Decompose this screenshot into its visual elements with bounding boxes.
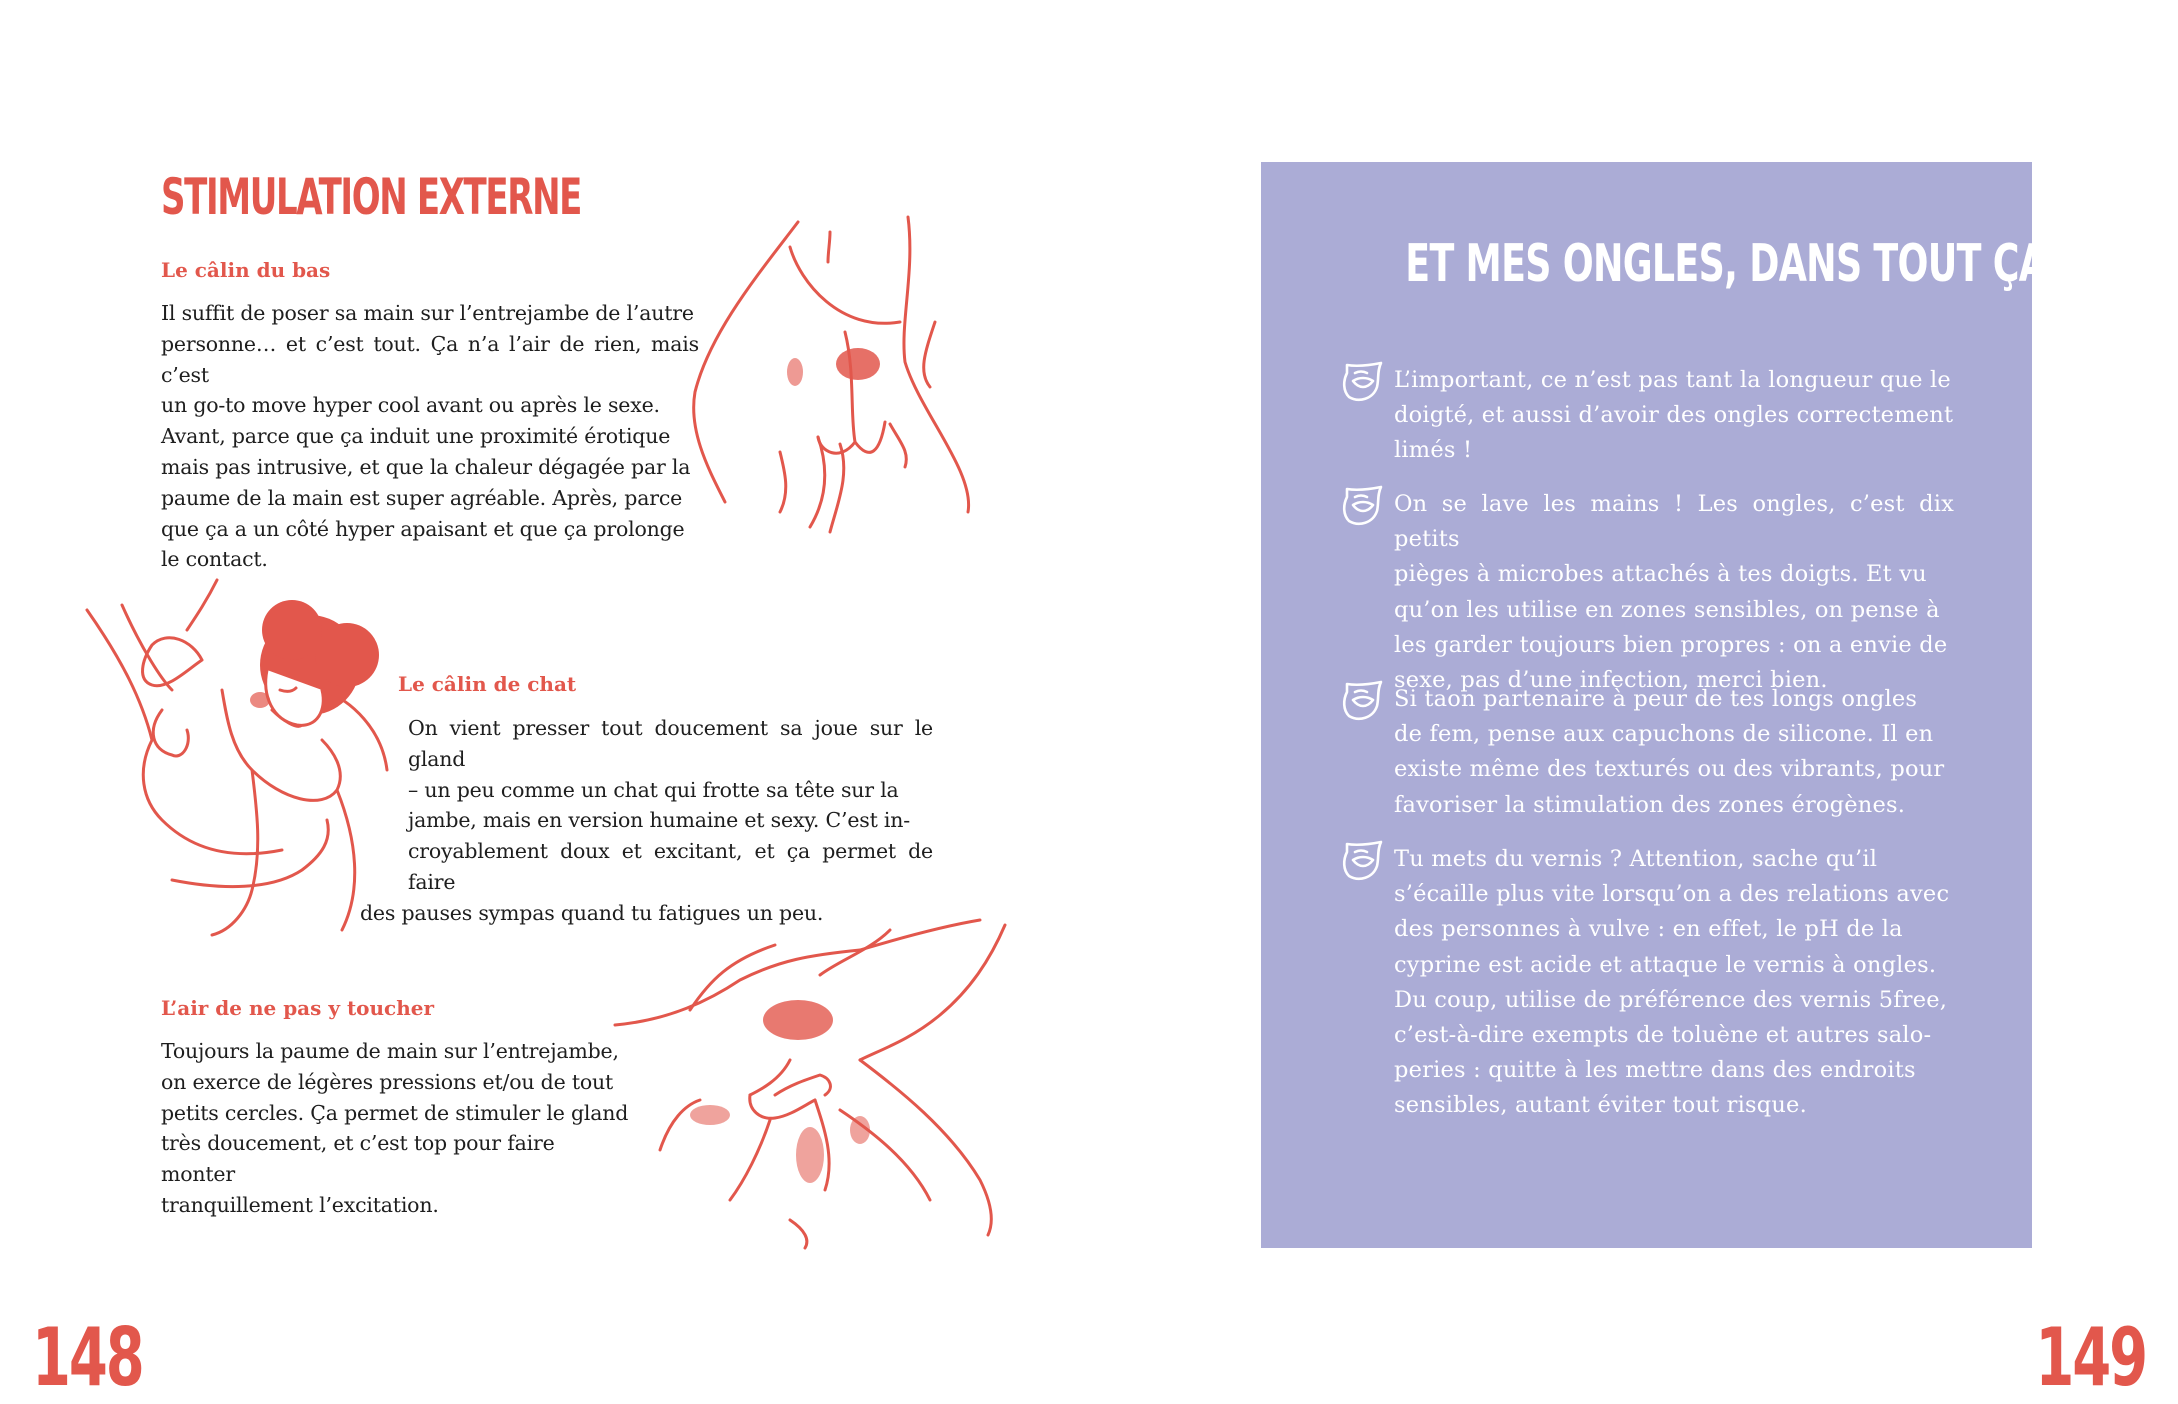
text-line: Avant, parce que ça induit une proximité érotique [161, 424, 671, 449]
text-line: L’important, ce n’est pas tant la longueur que le [1394, 367, 1951, 393]
text-line: sensibles, autant éviter tout risque. [1394, 1092, 1807, 1119]
text-line: tranquillement l’excitation. [161, 1192, 439, 1217]
section-text-air-de-ne-pas-y-toucher [161, 1036, 631, 1221]
text-line: On se lave les mains ! Les ongles, c’est dix petits [1394, 491, 1954, 553]
section-heading-calin-du-bas: Le câlin du bas [161, 258, 331, 282]
text-line: on exerce de légères pressions et/ou de tout [161, 1069, 614, 1094]
text-line: pièges à microbes attachés à tes doigts. Et vu [1394, 561, 1927, 588]
lips-mouth-icon [1341, 485, 1383, 529]
info-box-title-text: ET MES ONGLES, DANS TOUT ÇA ? [1405, 234, 2079, 294]
text-line: mais pas intrusive, et que la chaleur dégagée par la [161, 454, 691, 479]
text-line: les garder toujours bien propres : on a envie de [1394, 631, 1948, 658]
text-line: c’est-à-dire exempts de toluène et autres salo- [1394, 1022, 1932, 1049]
text-line: peries : quitte à les mettre dans des endroits [1394, 1057, 1916, 1084]
text-line: Il suffit de poser sa main sur l’entrejambe de l’autre [161, 301, 694, 325]
text-line: qu’on les utilise en zones sensibles, on pense à [1394, 596, 1940, 623]
section-heading-air-de-ne-pas-y-toucher: L’air de ne pas y toucher [161, 996, 435, 1020]
lips-mouth-icon [1341, 361, 1383, 405]
tip-text [1394, 682, 1954, 823]
tip-text [1394, 363, 1954, 469]
text-line: jambe, mais en version humaine et sexy. C’est in- [408, 808, 911, 833]
section-heading-calin-de-chat: Le câlin de chat [398, 672, 577, 696]
text-line: On vient presser tout doucement sa joue sur le gland [408, 716, 933, 771]
palm-pressure-illustration [610, 920, 1005, 1250]
text-line: personne… et c’est tout. Ça n’a l’air de rien, mais c’est [161, 331, 699, 387]
text-line: que ça a un côté hyper apaisant et que ça prolonge [161, 516, 685, 541]
text-line: des personnes à vulve : en effet, le pH de la [1394, 916, 1903, 943]
text-line: cyprine est acide et attaque le vernis à ongles. [1394, 951, 1937, 978]
text-line: favoriser la stimulation des zones érogènes. [1394, 791, 1906, 818]
text-line: Du coup, utilise de préférence des vernis 5free, [1394, 986, 1948, 1013]
cheek-cuddle-illustration [82, 560, 392, 940]
lips-mouth-icon [1341, 680, 1383, 724]
text-line: sexe, pas d’une infection, merci bien. [1394, 667, 1828, 694]
text-line: – un peu comme un chat qui frotte sa tête sur la [408, 777, 899, 802]
text-line: doigté, et aussi d’avoir des ongles correctement [1394, 402, 1954, 429]
hand-on-crotch-illustration [690, 212, 980, 542]
info-box [1261, 162, 2079, 1248]
text-line: Toujours la paume de main sur l’entrejambe, [161, 1039, 619, 1063]
text-line: existe même des texturés ou des vibrants, pour [1394, 756, 1945, 783]
text-line: limés ! [1394, 437, 1473, 464]
text-line: des pauses sympas quand tu fatigues un peu. [360, 900, 824, 925]
text-line: de fem, pense aux capuchons de silicone. Il en [1394, 721, 1934, 748]
lips-mouth-icon [1341, 840, 1383, 884]
page-title: STIMULATION EXTERNE [161, 168, 582, 226]
section-text-calin-de-chat [360, 713, 933, 929]
text-line: Si taon partenaire à peur de tes longs ongles [1394, 686, 1918, 712]
section-text-calin-du-bas [161, 298, 699, 575]
page-number: 149 [2035, 1311, 2146, 1404]
text-line: Tu mets du vernis ? Attention, sache qu’il [1394, 846, 1878, 872]
text-line: croyablement doux et excitant, et ça permet de faire [408, 839, 933, 894]
text-line: très doucement, et c’est top pour faire monter [161, 1131, 555, 1187]
tip-text [1394, 487, 1954, 698]
info-box-title [1261, 234, 2079, 294]
page-number: 148 [32, 1311, 143, 1404]
text-line: s’écaille plus vite lorsqu’on a des relations avec [1394, 881, 1950, 908]
text-line: paume de la main est super agréable. Après, parce [161, 485, 683, 510]
text-line: un go-to move hyper cool avant ou après le sexe. [161, 393, 660, 418]
text-line: petits cercles. Ça permet de stimuler le gland [161, 1100, 629, 1125]
text-line: le contact. [161, 547, 268, 572]
right-page [1089, 0, 2178, 1404]
tip-text [1394, 842, 1954, 1124]
